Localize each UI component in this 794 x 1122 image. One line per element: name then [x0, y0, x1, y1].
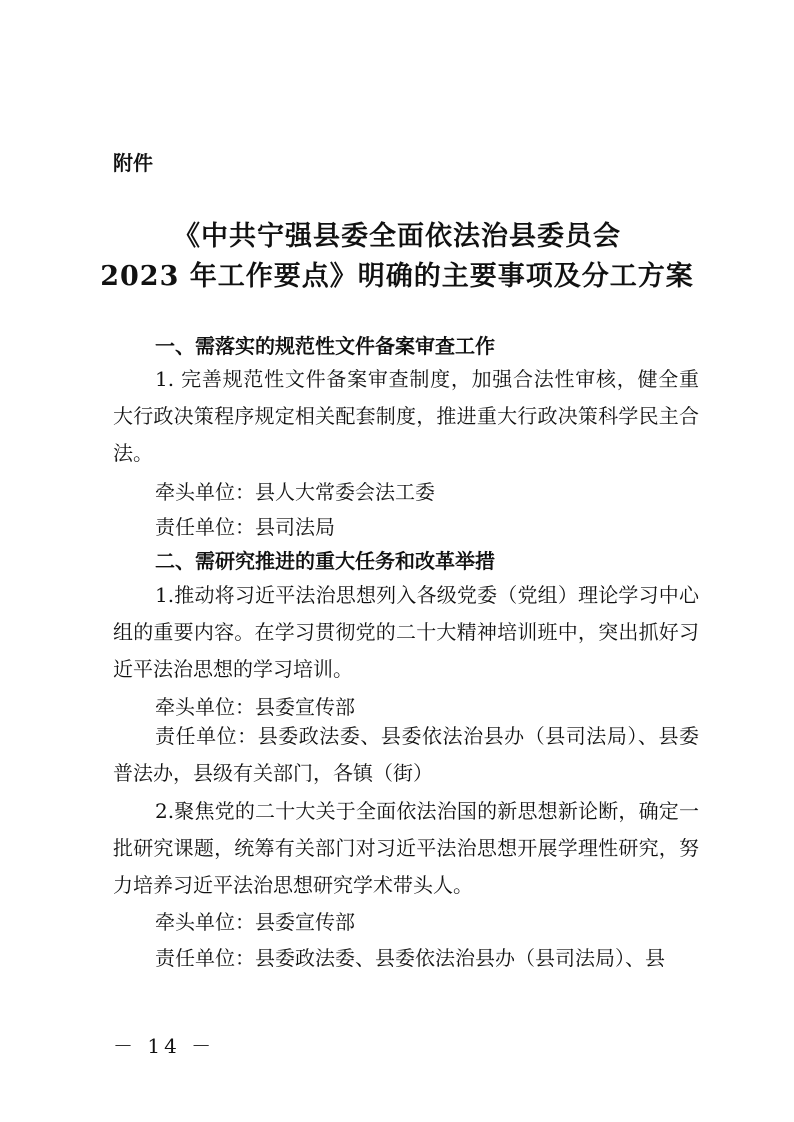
document-title-line-2: 2023 年工作要点》明确的主要事项及分工方案	[100, 261, 694, 292]
section-1-item-1-text: 1. 完善规范性文件备案审查制度，加强合法性审核，健全重大行政决策程序规定相关配套制度，推进重大行政决策科学民主合法。	[113, 367, 699, 465]
section-2-item-2-lead-unit: 牵头单位：县委宣传部	[155, 910, 355, 934]
section-1-item-1-responsible-unit: 责任单位：县司法局	[155, 515, 335, 539]
section-2-heading: 二、需研究推进的重大任务和改革举措	[155, 549, 495, 573]
section-2-item-1-lead-unit: 牵头单位：县委宣传部	[155, 695, 355, 719]
section-2-item-2-text: 2.聚焦党的二十大关于全面依法治国的新思想新论断，确定一批研究课题，统筹有关部门对习近平法治思想开展学理性研究，努力培养习近平法治思想研究学术带头人。	[113, 799, 699, 897]
section-2-item-1-responsible-unit: 责任单位：县委政法委、县委依法治县办（县司法局）、县委普法办，县级有关部门，各镇（街）	[113, 724, 699, 785]
document-title-line-1: 《中共宁强县委全面依法治县委员会	[173, 221, 621, 252]
section-2-item-2-responsible-unit: 责任单位：县委政法委、县委依法治县办（县司法局）、县	[155, 946, 665, 970]
attachment-label: 附件	[113, 151, 153, 175]
section-2-item-1-text: 1.推动将习近平法治思想列入各级党委（党组）理论学习中心组的重要内容。在学习贯彻党的二十大精神培训班中，突出抓好习近平法治思想的学习培训。	[113, 583, 699, 681]
page-number: － 14 －	[113, 1034, 216, 1058]
section-1-item-1-lead-unit: 牵头单位：县人大常委会法工委	[155, 480, 435, 504]
section-1-heading: 一、需落实的规范性文件备案审查工作	[155, 334, 495, 358]
